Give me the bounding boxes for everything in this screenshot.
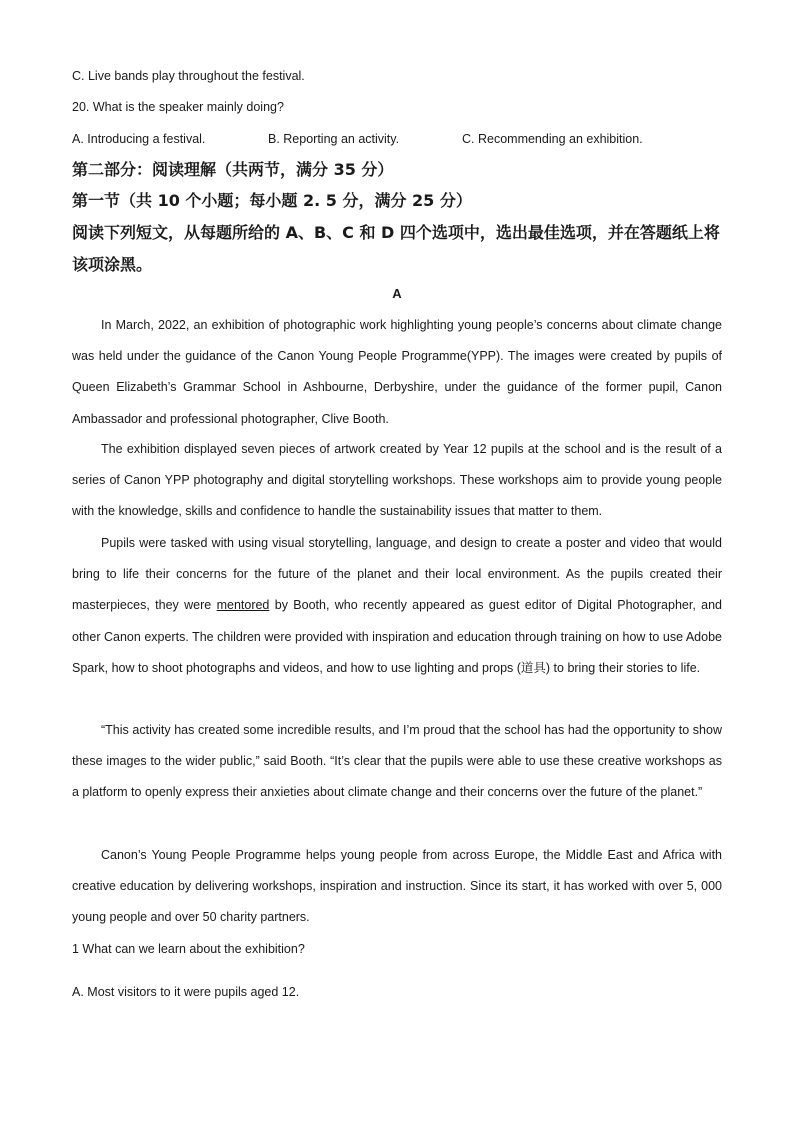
passage-paragraph-5: Canon’s Young People Programme helps young people from across Europe, the Middle East and Africa with creative education by delivering workshops, inspiration and instruction. Since its start, it has worked with over 5, 000 young people and over 50 charity partners.	[72, 848, 722, 925]
passage-label: A	[392, 286, 402, 301]
q1-option-a: A. Most visitors to it were pupils aged 12.	[72, 985, 300, 999]
passage-paragraph-2: The exhibition displayed seven pieces of artwork created by Year 12 pupils at the school and is the result of a series of Canon YPP photography and digital storytelling workshops. These workshops aim to provide young people with the knowledge, skills and confidence to handle the sustainability issues that matter to them.	[72, 442, 722, 519]
q19-option-c: C. Live bands play throughout the festival.	[72, 69, 305, 83]
q20-option-a: A. Introducing a festival.	[72, 132, 206, 146]
q20-option-c: C. Recommending an exhibition.	[462, 132, 643, 146]
passage-paragraph-1: In March, 2022, an exhibition of photographic work highlighting young people’s concerns about climate change was held under the guidance of the Canon Young People Programme(YPP). The images were created by pupils of Queen Elizabeth’s Grammar School in Ashbourne, Derbyshire, under the guidance of the former pupil, Canon Ambassador and professional photographer, Clive Booth.	[72, 318, 722, 426]
underlined-word: mentored	[216, 598, 270, 613]
q1-stem: 1 What can we learn about the exhibition?	[72, 942, 305, 956]
instructions: 阅读下列短文，从每题所给的 A、B、C 和 D 四个选项中，选出最佳选项，并在答题纸上将该项涂黑。	[72, 223, 720, 274]
part-title: 第二部分：阅读理解（共两节，满分 35 分）	[72, 160, 394, 179]
paragraph-3-text-start: Pupils were tasked with using visual storytelling, language, and design to create a poster and video that would bring to life their concerns for the future of the planet and their local environment. As the pupils created their masterpieces, they were	[72, 536, 722, 613]
paragraph-3-text-end: by Booth, who recently appeared as guest editor of Digital Photographer, and other Canon experts. The children were provided with inspiration and education through training on how to use Adobe Spark, how to shoot photographs and videos, and how to use lighting and props (道具) to bring their stories to life.	[72, 598, 723, 675]
passage-paragraph-4: “This activity has created some incredible results, and I’m proud that the school has had the opportunity to show these images to the wider public,” said Booth. “It’s clear that the pupils were able to use these creative workshops as a platform to openly express their anxieties about climate change and their concerns over the future of the planet.”	[72, 723, 722, 800]
subsection-title: 第一节（共 10 个小题；每小题 2. 5 分，满分 25 分）	[72, 191, 472, 210]
passage-paragraph-3	[72, 528, 722, 684]
q20-option-b: B. Reporting an activity.	[268, 132, 400, 146]
q20-stem: 20. What is the speaker mainly doing?	[72, 100, 284, 114]
